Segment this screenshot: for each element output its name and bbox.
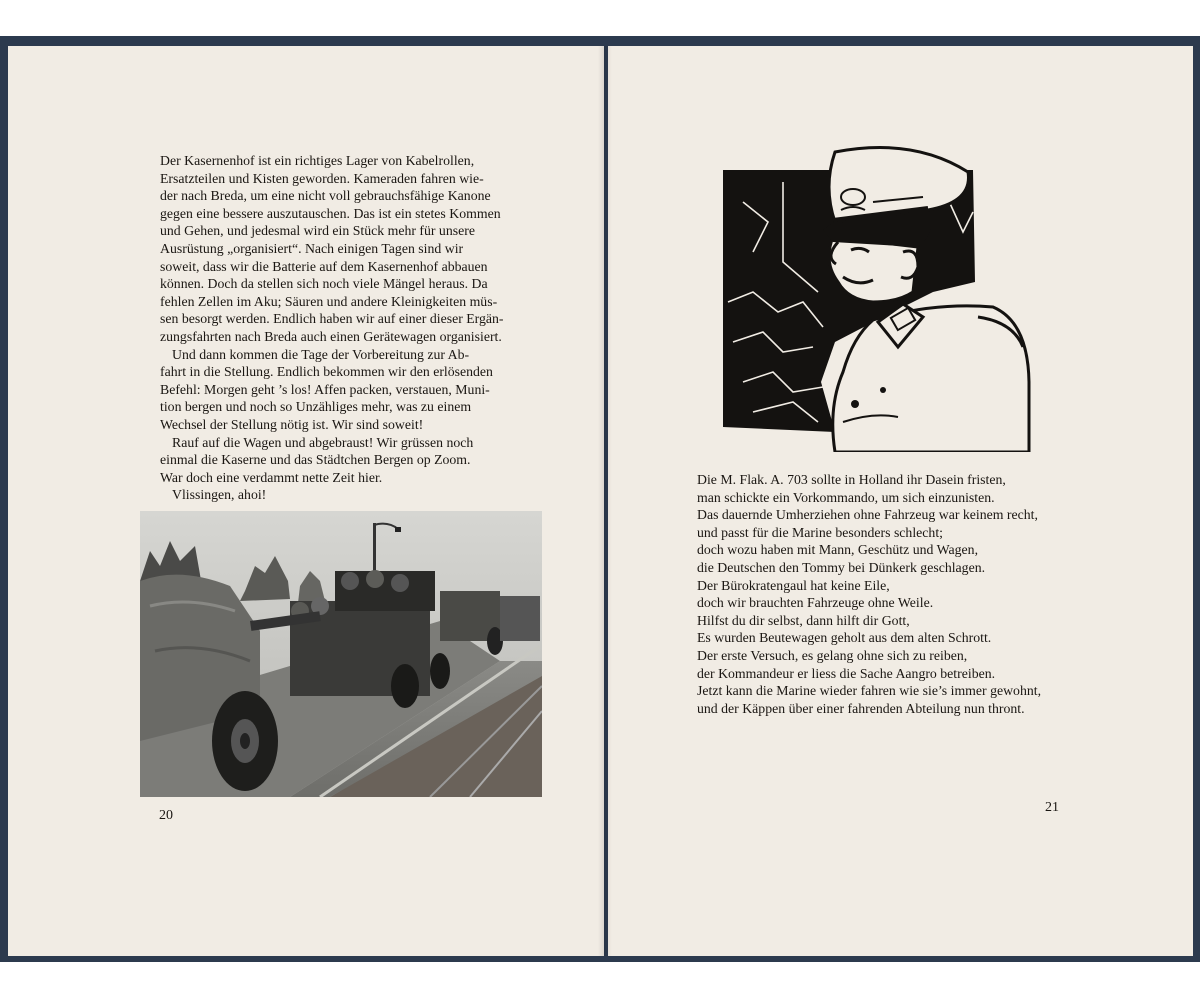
officer-caricature-image <box>723 142 1033 452</box>
convoy-photo-image <box>140 511 542 797</box>
poem-line: Der erste Versuch, es gelang ohne sich zu reiben, <box>697 647 968 663</box>
officer-caricature <box>723 142 1033 452</box>
text-line: fahrt in die Stellung. Endlich bekommen wir den erlösenden <box>160 364 493 380</box>
text-line: Vlissingen, ahoi! <box>172 487 267 503</box>
page-number-left: 20 <box>159 808 173 823</box>
text-line: gegen eine bessere auszutauschen. Das ist ein stetes Kommen <box>160 205 501 221</box>
text-line: soweit, dass wir die Batterie auf dem Kasernenhof abbauen <box>160 258 488 274</box>
convoy-photo <box>140 511 542 797</box>
text-line: Der Kasernenhof ist ein richtiges Lager von Kabelrollen, <box>160 153 475 168</box>
text-line: zungsfahrten nach Breda auch einen Gerätewagen organisiert. <box>160 328 502 344</box>
text-line: Ausrüstung „organisiert“. Nach einigen Tagen sind wir <box>160 240 464 256</box>
text-line: Befehl: Morgen geht ’s los! Affen packen, verstauen, Muni- <box>160 381 490 397</box>
page-number-right: 21 <box>1045 800 1059 815</box>
poem-line: und passt für die Marine besonders schlecht; <box>697 524 943 540</box>
text-line: War doch eine verdammt nette Zeit hier. <box>160 469 383 485</box>
book-gutter <box>598 46 612 956</box>
text-line: können. Doch da stellen sich noch viele Mängel heraus. Da <box>160 276 488 292</box>
text-line: Wechsel der Stellung nötig ist. Wir sind soweit! <box>160 416 424 432</box>
text-line: fehlen Zellen im Aku; Säuren und andere Kleinigkeiten müs- <box>160 293 498 309</box>
text-line: tion bergen und noch so Unzähliges mehr, was zu einem <box>160 399 472 415</box>
text-line: der nach Breda, um eine nicht voll gebrauchsfähige Kanone <box>160 188 491 204</box>
poem-line: die Deutschen den Tommy bei Dünkerk geschlagen. <box>697 559 986 575</box>
text-line: und Gehen, und jedesmal wird ein Stück mehr für unsere <box>160 223 475 239</box>
text-line: Und dann kommen die Tage der Vorbereitung zur Ab- <box>172 346 470 362</box>
left-page-body-text <box>160 152 526 504</box>
text-line: sen besorgt werden. Endlich haben wir auf einer dieser Ergän- <box>160 311 504 327</box>
poem-line: Es wurden Beutewagen geholt aus dem alten Schrott. <box>697 630 992 646</box>
poem-line: doch wir brauchten Fahrzeuge ohne Weile. <box>697 595 934 611</box>
poem-line: Der Bürokratengaul hat keine Eile, <box>697 577 890 593</box>
text-line: Rauf auf die Wagen und abgebraust! Wir grüssen noch <box>172 434 474 450</box>
poem-line: Jetzt kann die Marine wieder fahren wie sie’s immer gewohnt, <box>697 683 1042 699</box>
poem-line: Das dauernde Umherziehen ohne Fahrzeug war keinem recht, <box>697 507 1038 523</box>
text-line: einmal die Kaserne und das Städtchen Bergen op Zoom. <box>160 452 471 468</box>
poem-line: doch wozu haben mit Mann, Geschütz und Wagen, <box>697 542 979 558</box>
poem-line: Die M. Flak. A. 703 sollte in Holland ihr Dasein fristen, <box>697 472 1006 487</box>
right-page-poem <box>697 471 1067 717</box>
text-line: Ersatzteilen und Kisten geworden. Kameraden fahren wie- <box>160 170 484 186</box>
poem-line: und der Käppen über einer fahrenden Abteilung nun thront. <box>697 700 1025 716</box>
poem-line: Hilfst du dir selbst, dann hilft dir Gott, <box>697 612 910 628</box>
poem-line: der Kommandeur er liess die Sache Aangro betreiben. <box>697 665 996 681</box>
poem-line: man schickte ein Vorkommando, um sich einzunisten. <box>697 489 995 505</box>
